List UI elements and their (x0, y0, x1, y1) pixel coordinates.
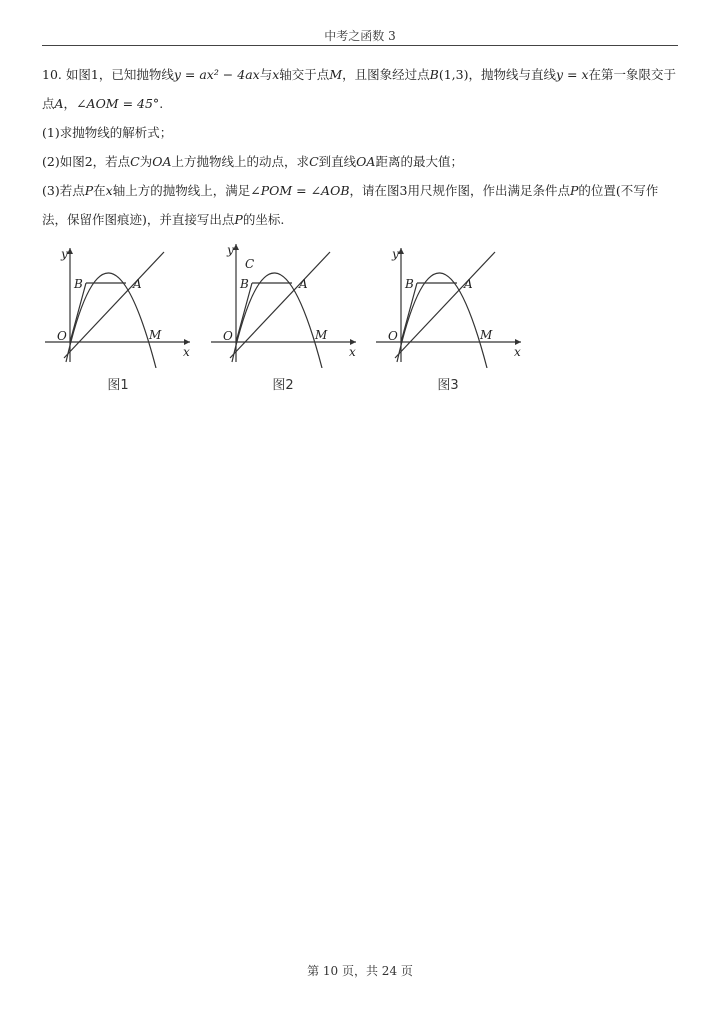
label-A: A (133, 277, 142, 291)
point-B: B (429, 67, 439, 82)
text: 距离的最大值； (375, 154, 463, 169)
label-x: x (349, 345, 356, 359)
figure-1 (42, 238, 197, 368)
text: 如图1，已知抛物线 (65, 67, 174, 82)
angle-equation: ∠AOM = 45° (76, 96, 160, 111)
page-footer: 第 10 页，共 24 页 (307, 964, 413, 978)
text: 轴交于点 (279, 67, 330, 82)
text: 点 (42, 96, 55, 111)
figure-2 (208, 238, 363, 368)
figure-2-caption: 图2 (272, 378, 294, 393)
text: ，且图象经过点 (342, 67, 430, 82)
label-y: y (227, 243, 234, 257)
point-M: M (329, 67, 343, 82)
label-M: M (149, 328, 162, 342)
segment-OA: OA (356, 154, 376, 169)
problem-line-1 (42, 66, 676, 84)
angle-condition: ∠POM = ∠AOB (250, 183, 350, 198)
label-B: B (405, 277, 414, 291)
text: 轴上方的抛物线上，满足 (112, 183, 251, 198)
text: (3)若点 (42, 183, 85, 198)
var-x: x (105, 183, 113, 198)
question-3-continued (42, 211, 284, 229)
figure-3-caption: 图3 (437, 378, 459, 393)
question-3 (42, 182, 658, 200)
text: 在 (93, 183, 106, 198)
figure-2-graph (208, 238, 363, 368)
point-B-coord: (1,3) (438, 67, 469, 82)
text: 法，保留作图痕迹)，并直接写出点 (42, 212, 235, 227)
text: 的坐标. (242, 212, 285, 227)
label-C: C (245, 257, 255, 271)
figure-1-graph (42, 238, 197, 368)
text: ， (63, 96, 77, 111)
text: 为 (139, 154, 153, 169)
question-2 (42, 153, 463, 171)
label-B: B (74, 277, 83, 291)
point-P: P (234, 212, 243, 227)
label-x: x (514, 345, 521, 359)
point-A: A (54, 96, 64, 111)
text: 上方抛物线上的动点，求 (171, 154, 310, 169)
text: 与 (259, 67, 273, 82)
page-header: 中考之函数 3 (324, 29, 396, 43)
label-O: O (57, 329, 67, 343)
var-x: x (272, 67, 280, 82)
label-B: B (240, 277, 249, 291)
label-A: A (464, 277, 473, 291)
line-equation: y = x (555, 67, 589, 82)
segment-OB (236, 283, 252, 342)
label-O: O (388, 329, 398, 343)
text: 到直线 (318, 154, 357, 169)
segment-OA: OA (152, 154, 172, 169)
text: ，抛物线与直线 (468, 67, 556, 82)
text: (2)如图2，若点 (42, 154, 131, 169)
label-A: A (299, 277, 308, 291)
figure-1-caption: 图1 (107, 378, 129, 393)
point-P: P (84, 183, 94, 198)
label-O: O (223, 329, 233, 343)
problem-number: 10. (42, 67, 62, 82)
label-x: x (183, 345, 190, 359)
label-M: M (480, 328, 493, 342)
text: . (159, 96, 164, 111)
label-M: M (315, 328, 328, 342)
question-1: (1)求抛物线的解析式； (42, 125, 173, 140)
text: 在第一象限交于 (588, 67, 677, 82)
parabola-equation: y = ax² − 4ax (173, 67, 260, 82)
point-C: C (130, 154, 140, 169)
point-C: C (309, 154, 319, 169)
label-y: y (61, 247, 68, 261)
problem-line-2 (42, 95, 163, 113)
text: ，请在图3用尺规作图，作出满足条件点 (349, 183, 570, 198)
text: 的位置(不写作 (578, 183, 659, 198)
segment-OB (70, 283, 86, 342)
header-divider (42, 45, 678, 46)
figure-3 (373, 238, 528, 368)
label-y: y (392, 247, 399, 261)
point-P: P (570, 183, 579, 198)
figure-3-graph (373, 238, 528, 368)
segment-OB (401, 283, 417, 342)
